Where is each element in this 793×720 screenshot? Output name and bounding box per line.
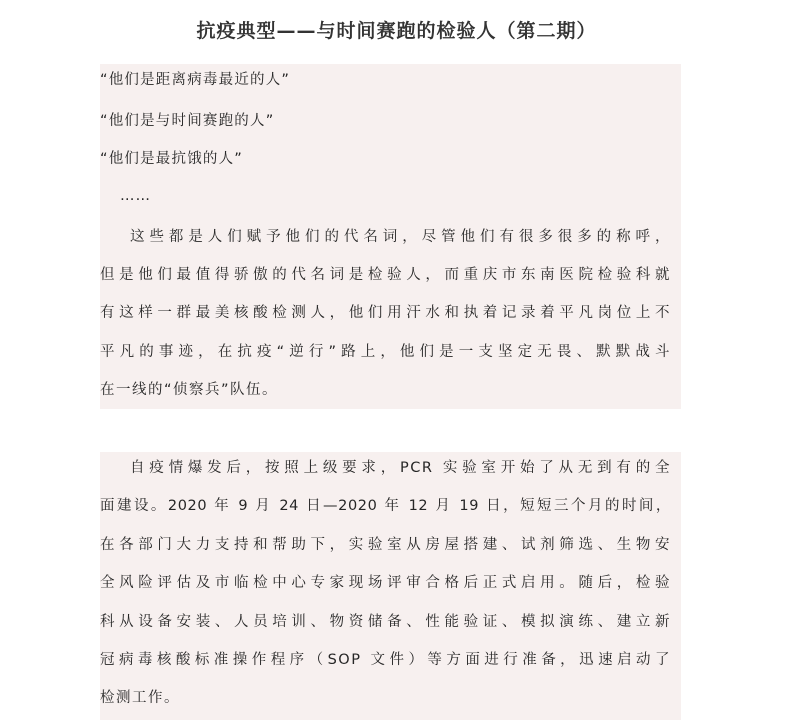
ellipsis: ……: [120, 188, 151, 204]
quote-line: “他们是最抗饿的人”: [100, 151, 244, 167]
paragraph-line: 检测工作。: [100, 690, 180, 706]
quote-line: “他们是与时间赛跑的人”: [100, 113, 275, 129]
article-title: 抗疫典型——与时间赛跑的检验人（第二期）: [196, 20, 597, 42]
quote-line: “他们是距离病毒最近的人”: [100, 72, 291, 88]
paragraph-line: 有这样一群最美核酸检测人，他们用汗水和执着记录着平凡岗位上不: [100, 305, 671, 321]
paragraph-line: 面建设。2020 年 9 月 24 日—2020 年 12 月 19 日，短短三个月的时间，: [100, 498, 671, 514]
paragraph-line: 自疫情爆发后，按照上级要求，PCR 实验室开始了从无到有的全: [130, 460, 671, 476]
paragraph-line: 科从设备安装、人员培训、物资储备、性能验证、模拟演练、建立新: [100, 614, 671, 630]
paragraph-line: 平凡的事迹，在抗疫“逆行”路上，他们是一支坚定无畏、默默战斗: [100, 344, 671, 360]
paragraph-line: 在一线的“侦察兵”队伍。: [100, 382, 279, 398]
paragraph-line: 冠病毒核酸标准操作程序（SOP 文件）等方面进行准备，迅速启动了: [100, 652, 671, 668]
paragraph-line: 在各部门大力支持和帮助下，实验室从房屋搭建、试剂筛选、生物安: [100, 537, 671, 553]
paragraph-line: 这些都是人们赋予他们的代名词，尽管他们有很多很多的称呼，: [130, 229, 671, 245]
paragraph-line: 全风险评估及市临检中心专家现场评审合格后正式启用。随后，检验: [100, 575, 671, 591]
paragraph-line: 但是他们最值得骄傲的代名词是检验人，而重庆市东南医院检验科就: [100, 267, 671, 283]
